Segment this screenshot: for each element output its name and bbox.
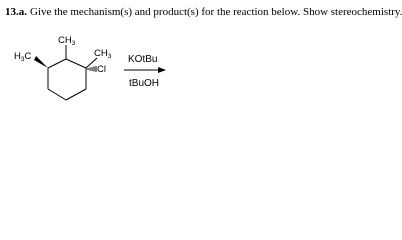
ring-bond: [66, 59, 86, 68]
methyl-label-top: $CH_3$: [58, 35, 76, 47]
methyl-label-left: $H_3C$: [14, 51, 32, 63]
ring-bond: [48, 59, 66, 68]
hashed-bond: [88, 66, 96, 72]
reagent-above: KOtBu: [128, 54, 158, 65]
reaction-arrow: [124, 67, 166, 73]
reaction-scheme: [0, 0, 350, 133]
question-number: 13.a.: [5, 6, 27, 18]
wedge-bond: [34, 56, 48, 68]
methyl-label-right: $CH_3$: [94, 48, 112, 60]
reagent-below: tBuOH: [129, 78, 160, 89]
cyclohexane-structure: [48, 45, 97, 100]
chlorine-label: Cl: [97, 64, 106, 75]
ring-bond: [48, 89, 66, 100]
question-text: Give the mechanism(s) and product(s) for the reaction below. Show stereochemistry.: [30, 6, 402, 18]
methyl-bond-right: [86, 58, 97, 68]
ring-bond: [66, 89, 86, 100]
